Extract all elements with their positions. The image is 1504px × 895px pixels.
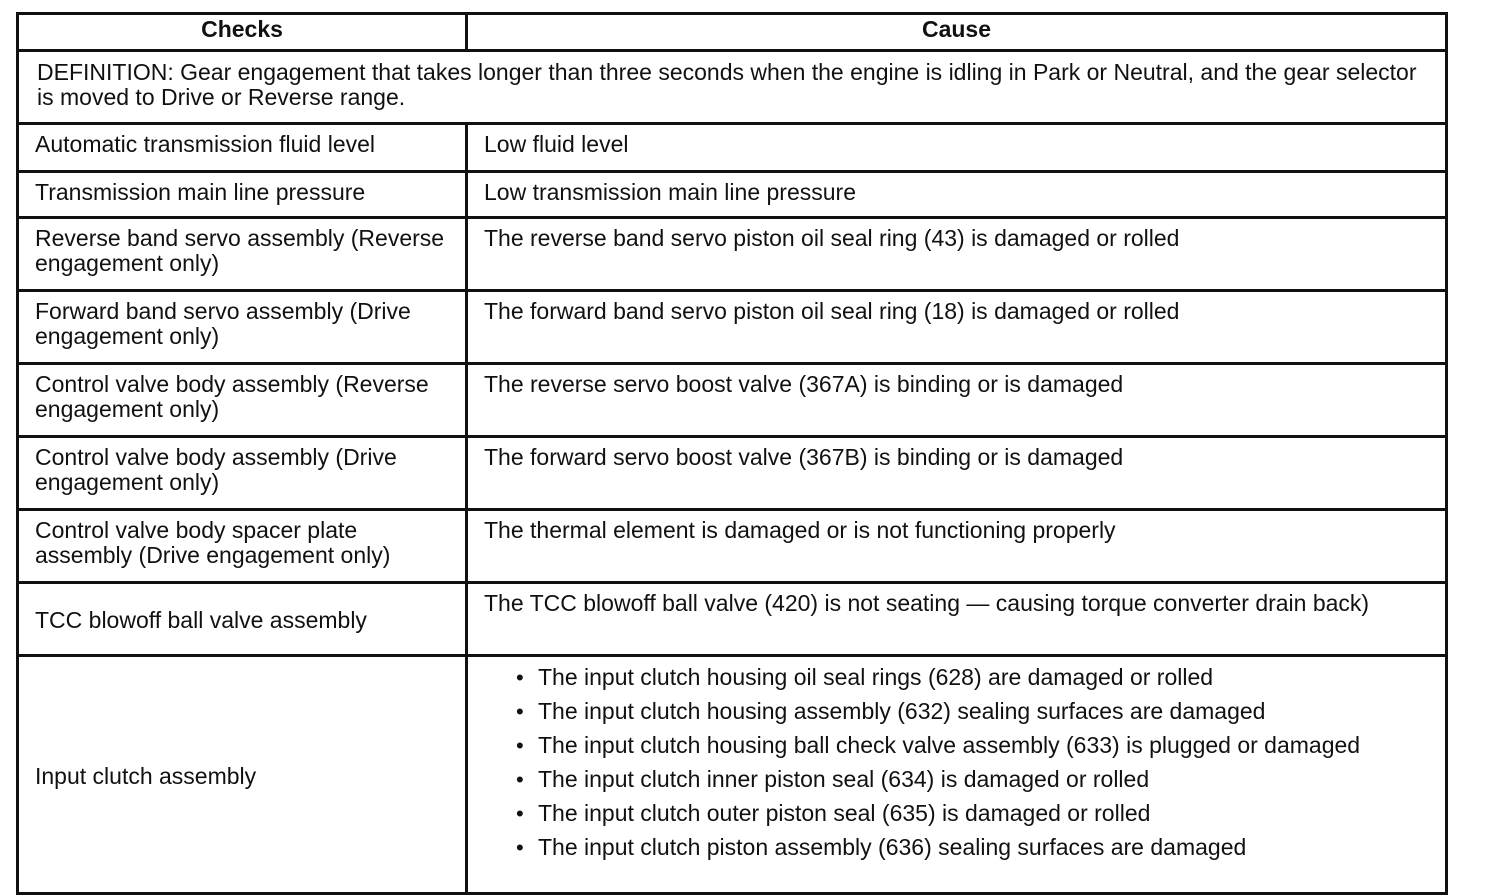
header-checks: Checks (18, 14, 467, 51)
check-cell: Reverse band servo assembly (Reverse engagement only) (18, 218, 467, 291)
list-item (516, 801, 1429, 826)
check-cell: Forward band servo assembly (Drive engagement only) (18, 291, 467, 364)
list-item-text: The input clutch housing ball check valve assembly (633) is plugged or damaged (538, 732, 1361, 758)
table-row (18, 364, 1447, 437)
cause-cell: The reverse band servo piston oil seal ring (43) is damaged or rolled (467, 218, 1447, 291)
bullet-icon: • (516, 801, 524, 826)
list-item-text: The input clutch housing assembly (632) sealing surfaces are damaged (538, 698, 1266, 724)
check-cell: TCC blowoff ball valve assembly (18, 583, 467, 656)
table-row (18, 437, 1447, 510)
cause-bullet-list (484, 665, 1429, 860)
check-cell: Automatic transmission fluid level (18, 124, 467, 172)
list-item-text: The input clutch inner piston seal (634) is damaged or rolled (538, 766, 1150, 792)
cause-cell: The TCC blowoff ball valve (420) is not seating — causing torque converter drain back) (467, 583, 1447, 656)
table-header-row (18, 14, 1447, 51)
cause-cell: The forward servo boost valve (367B) is binding or is damaged (467, 437, 1447, 510)
list-item (516, 835, 1429, 860)
check-cell: Control valve body assembly (Reverse engagement only) (18, 364, 467, 437)
list-item (516, 767, 1429, 792)
definition-row (18, 51, 1447, 124)
list-item (516, 733, 1429, 758)
bullet-icon: • (516, 835, 524, 860)
table-row (18, 124, 1447, 172)
cause-cell (467, 656, 1447, 894)
table-row-input-clutch (18, 656, 1447, 894)
check-cell: Input clutch assembly (18, 656, 467, 894)
table-row (18, 510, 1447, 583)
cause-cell: Low fluid level (467, 124, 1447, 172)
definition-text: DEFINITION: Gear engagement that takes longer than three seconds when the engine is idling in Park or Neutral, and the gear selector is moved to Drive or Reverse range. (18, 51, 1447, 124)
list-item-text: The input clutch housing oil seal rings (628) are damaged or rolled (538, 664, 1214, 690)
list-item-text: The input clutch outer piston seal (635) is damaged or rolled (538, 800, 1151, 826)
table-row (18, 172, 1447, 218)
check-cell: Transmission main line pressure (18, 172, 467, 218)
list-item (516, 699, 1429, 724)
diagnosis-table (16, 12, 1448, 895)
cause-cell: Low transmission main line pressure (467, 172, 1447, 218)
list-item-text: The input clutch piston assembly (636) sealing surfaces are damaged (538, 834, 1247, 860)
bullet-icon: • (516, 665, 524, 690)
check-cell: Control valve body assembly (Drive engagement only) (18, 437, 467, 510)
check-cell: Control valve body spacer plate assembly (Drive engagement only) (18, 510, 467, 583)
bullet-icon: • (516, 733, 524, 758)
bullet-icon: • (516, 767, 524, 792)
cause-cell: The reverse servo boost valve (367A) is binding or is damaged (467, 364, 1447, 437)
table-row (18, 583, 1447, 656)
cause-cell: The forward band servo piston oil seal ring (18) is damaged or rolled (467, 291, 1447, 364)
list-item (516, 665, 1429, 690)
table-row (18, 291, 1447, 364)
table-row (18, 218, 1447, 291)
header-cause: Cause (467, 14, 1447, 51)
bullet-icon: • (516, 699, 524, 724)
cause-cell: The thermal element is damaged or is not functioning properly (467, 510, 1447, 583)
